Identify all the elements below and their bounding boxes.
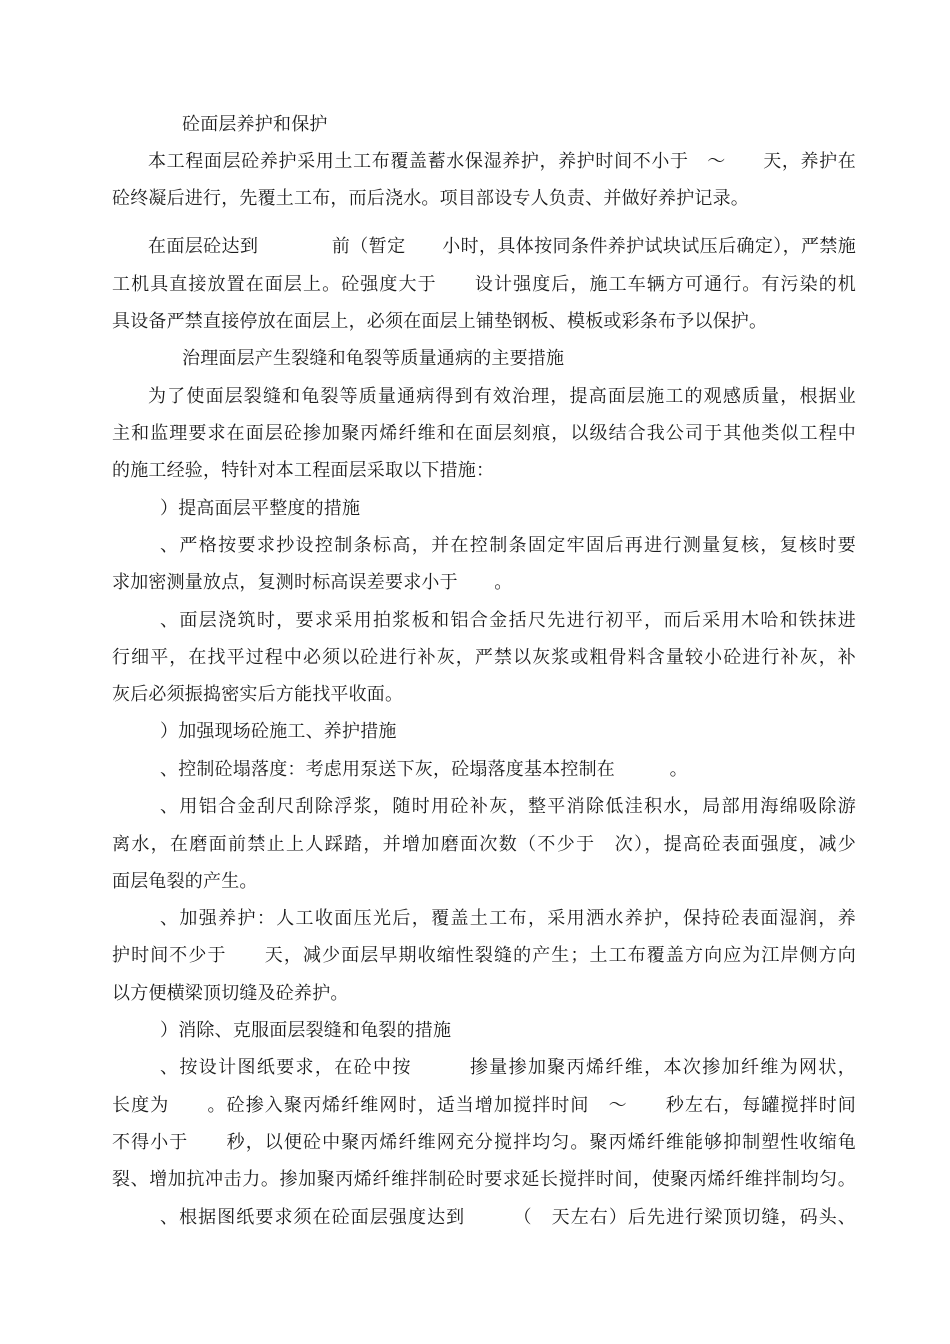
paragraph-line: 离水，在磨面前禁止上人踩踏，并增加磨面次数（不少于 次），提高砼表面强度，减少 [112,834,856,855]
paragraph-line: 的施工经验，特针对本工程面层采取以下措施： [112,460,495,481]
paragraph-line: 不得小于 秒，以便砼中聚丙烯纤维网充分搅拌均匀。聚丙烯纤维能够抑制塑性收缩龟 [112,1132,856,1153]
paragraph-line: 裂、增加抗冲击力。掺加聚丙烯纤维拌制砼时要求延长搅拌时间，使聚丙烯纤维拌制均匀。 [112,1169,856,1190]
paragraph-line: 主和监理要求在面层砼掺加聚丙烯纤维和在面层刻痕，以级结合我公司于其他类似工程中 [112,423,856,444]
paragraph-line: 面层龟裂的产生。 [112,871,258,892]
paragraph-line: 本工程面层砼养护采用土工布覆盖蓄水保湿养护，养护时间不小于 ～ 天，养护在 [148,151,856,172]
paragraph-line: 为了使面层裂缝和龟裂等质量通病得到有效治理，提高面层施工的观感质量，根据业 [148,386,856,407]
paragraph-line: 工机具直接放置在面层上。砼强度大于 设计强度后，施工车辆方可通行。有污染的机 [112,274,856,295]
paragraph-line: 、严格按要求抄设控制条标高，并在控制条固定牢固后再进行测量复核，复核时要 [160,535,856,556]
section-heading-crack-control: 治理面层产生裂缝和龟裂等质量通病的主要措施 [182,348,565,369]
paragraph-line: 、用铝合金刮尺刮除浮浆，随时用砼补灰，整平消除低洼积水，局部用海绵吸除游 [160,796,856,817]
paragraph-line: 求加密测量放点，复测时标高误差要求小于 。 [112,572,513,593]
paragraph-line: 、面层浇筑时，要求采用拍浆板和铝合金括尺先进行初平，而后采用木哈和铁抹进 [160,610,856,631]
paragraph-line: 行细平，在找平过程中必须以砼进行补灰，严禁以灰浆或粗骨料含量较小砼进行补灰，补 [112,647,856,668]
paragraph-line: 具设备严禁直接停放在面层上，必须在面层上铺垫钢板、模板或彩条布予以保护。 [112,311,768,332]
paragraph-line: 灰后必须振捣密实后方能找平收面。 [112,684,404,705]
subheading-flatness: ）提高面层平整度的措施 [160,498,361,519]
paragraph-line: 以方便横梁顶切缝及砼养护。 [112,983,349,1004]
paragraph-line: 砼终凝后进行，先覆土工布，而后浇水。项目部设专人负责、并做好养护记录。 [112,188,749,209]
paragraph-line: 护时间不少于 天，减少面层早期收缩性裂缝的产生；土工布覆盖方向应为江岸侧方向 [112,945,856,966]
paragraph-line: 、根据图纸要求须在砼面层强度达到 （ 天左右）后先进行梁顶切缝，码头、 [160,1207,856,1228]
paragraph-line: 、加强养护：人工收面压光后，覆盖土工布，采用洒水养护，保持砼表面湿润，养 [160,908,856,929]
subheading-site-concrete: ）加强现场砼施工、养护措施 [160,721,397,742]
section-heading-curing: 砼面层养护和保护 [182,114,328,135]
paragraph-line: 、按设计图纸要求，在砼中按 掺量掺加聚丙烯纤维，本次掺加纤维为网状， [160,1057,856,1078]
paragraph-line: 、控制砼塌落度：考虑用泵送下灰，砼塌落度基本控制在 。 [160,759,688,780]
paragraph-line: 在面层砼达到 前（暂定 小时，具体按同条件养护试块试压后确定），严禁施 [148,236,856,257]
subheading-eliminate-cracks: ）消除、克服面层裂缝和龟裂的措施 [160,1020,452,1041]
paragraph-line: 长度为 。砼掺入聚丙烯纤维网时，适当增加搅拌时间 ～ 秒左右，每罐搅拌时间 [112,1095,856,1116]
